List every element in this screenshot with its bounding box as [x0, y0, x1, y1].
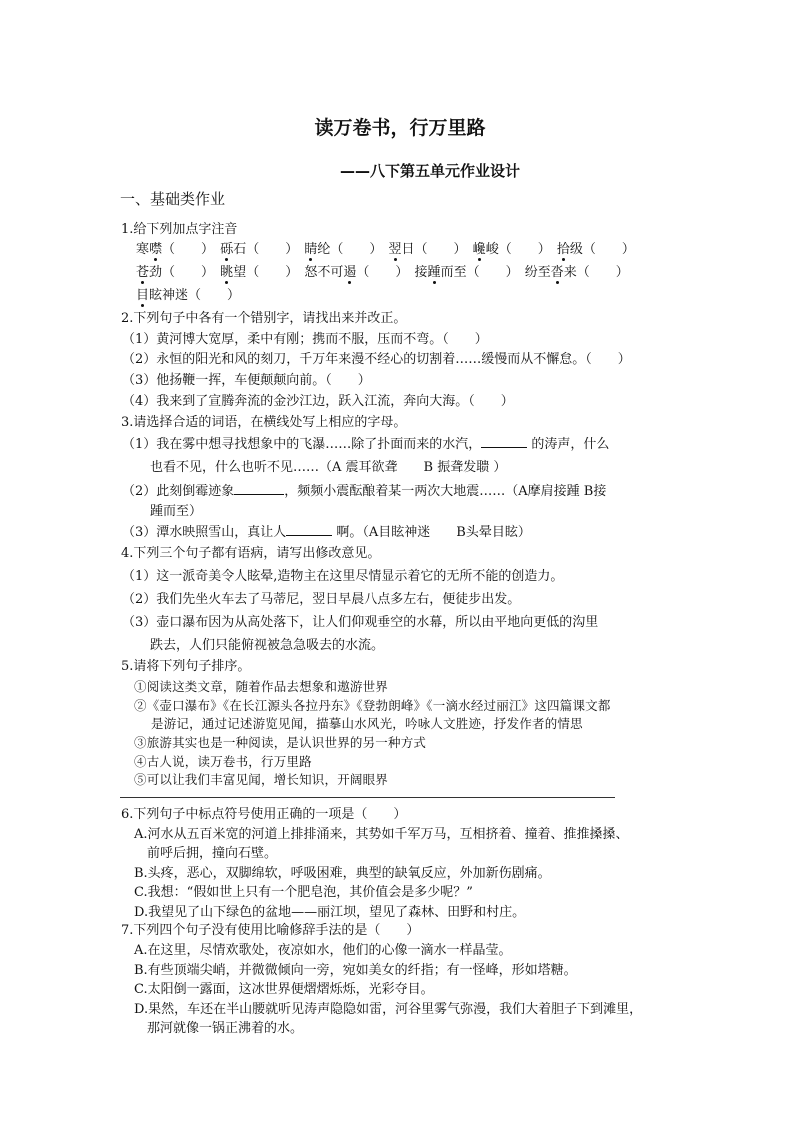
q6-option: D.我望见了山下绿色的盆地——丽江坝，望见了森林、田野和村庄。 — [134, 905, 526, 920]
q7-stem: 7.下列四个句子没有使用比喻修辞手法的是（ ） — [121, 923, 420, 938]
q4-stem: 4.下列三个句子都有语病，请写出修改意见。 — [121, 546, 381, 561]
q5-sentence: ①阅读这类文章，随着作品去想象和遨游世界 — [134, 679, 389, 694]
q5-stem: 5.请将下列句子排序。 — [121, 659, 251, 674]
q5-sentence: ④古人说，读万卷书，行万里路 — [134, 754, 312, 769]
q6-option: A.河水从五百米宽的河道上排排涌来，其势如千军万马，互相挤着、撞着、推推搡搡、 — [134, 827, 629, 842]
q2-stem: 2.下列句子中各有一个错别字，请找出来并改正。 — [121, 311, 407, 326]
q1-item: 拾级（ ） — [556, 242, 635, 257]
q5-sentence: ②《壶口瀑布》《在长江源头各拉丹东》《登勃朗峰》《一滴水经过丽江》这四篇课文都 — [134, 698, 611, 713]
q1-row-3 — [136, 287, 240, 305]
q6-stem: 6.下列句子中标点符号使用正确的一项是（ ） — [121, 807, 407, 822]
q1-item: 翌日（ ） — [388, 242, 467, 257]
q1-stem: 1.给下列加点字注音 — [121, 222, 238, 237]
q1-item: 眺望（ ） — [220, 265, 299, 280]
q2-line: （2）永恒的阳光和风的刻刀，千万年来漫不经心的切割着……缓慢而从不懈怠。（ ） — [122, 352, 631, 367]
q3-line-2-cont: 踵而至） — [150, 504, 203, 519]
q1-item: 苍劲（ ） — [136, 265, 215, 280]
q3-line-1: （1）我在雾中想寻找想象中的飞瀑……除了扑面而来的水汽， 的涛声，什么 — [122, 437, 610, 452]
q3-line-2: （2）此刻倒霉迹象 ，频频小震酝酿着某一两次大地震……（A摩肩接踵 B接 — [122, 484, 607, 499]
q4-line: （1）这一派奇美令人眩晕,造物主在这里尽情显示着它的无所不能的创造力。 — [122, 569, 564, 584]
q7-option: A.在这里，尽情欢歌处，夜凉如水，他们的心像一滴水一样晶莹。 — [134, 943, 512, 958]
q1-row-1 — [136, 241, 635, 259]
q1-item: 接踵而至（ ） — [414, 265, 519, 280]
q1-item: 砾石（ ） — [220, 242, 299, 257]
q3-line-1-cont: 也看不见，什么也听不见……（A 震耳欲聋 B 振聋发聩 ） — [150, 460, 507, 475]
q1-item: 目眩神迷（ ） — [136, 288, 241, 303]
q3-stem: 3.请选择合适的词语，在横线处写上相应的字母。 — [121, 415, 407, 430]
page-title: 读万卷书，行万里路 — [314, 117, 486, 139]
q4-line: （3）壶口瀑布因为从高处落下，让人们仰观垂空的水幕，所以由平地向更低的沟里 — [122, 615, 599, 630]
q3-line-3: （3）潭水映照雪山，真让人 啊。（A目眩神迷 B头晕目眩） — [122, 525, 531, 540]
q7-option: B.有些顶端尖峭，并微微倾向一旁，宛如美女的纤指；有一怪峰，形如塔糖。 — [134, 963, 577, 978]
q2-line: （1）黄河博大宽厚，柔中有刚；携而不服，压而不弯。（ ） — [122, 332, 488, 347]
answer-blank[interactable] — [286, 535, 332, 536]
page-subtitle: ——八下第五单元作业设计 — [340, 162, 521, 180]
q6-option-cont: 前呼后拥，撞向石壁。 — [147, 846, 278, 861]
q7-option: C.太阳倒一露面，这冰世界便熠熠烁烁，光彩夺目。 — [134, 982, 434, 997]
q7-option-cont: 那河就像一锅正沸着的水。 — [147, 1021, 304, 1036]
q5-sentence-cont: 是游记，通过记述游览见闻，描摹山水风光，吟咏人文胜迹，抒发作者的情思 — [151, 716, 583, 731]
q4-line: （2）我们先坐火车去了马蒂尼，翌日早晨八点多左右，便徒步出发。 — [122, 592, 521, 607]
answer-blank[interactable] — [234, 494, 284, 495]
answer-line[interactable] — [120, 797, 615, 798]
q2-line: （3）他扬鞭一挥，车便颠颠向前。（ ） — [122, 373, 371, 388]
answer-blank[interactable] — [481, 447, 527, 448]
q1-item: 寒噤（ ） — [136, 242, 215, 257]
section-heading: 一、基础类作业 — [120, 190, 226, 208]
q4-line: 跌去，人们只能俯视被急急吸去的水流。 — [150, 638, 385, 653]
q1-item: 睛纶（ ） — [304, 242, 383, 257]
q1-item: 巉峻（ ） — [472, 242, 551, 257]
q5-sentence: ③旅游其实也是一种阅读，是认识世界的另一种方式 — [134, 735, 427, 750]
q6-option: B.头疼，恶心，双脚绵软，呼吸困难，典型的缺氧反应，外加新伤剧痛。 — [134, 866, 551, 881]
q2-line: （4）我来到了宣腾奔流的金沙江边，跃入江流，奔向大海。（ ） — [122, 394, 514, 409]
q1-row-2 — [136, 264, 629, 282]
q6-option: C.我想：“假如世上只有一个肥皂泡，其价值会是多少呢？” — [134, 885, 473, 900]
q5-sentence: ⑤可以让我们丰富见闻，增长知识，开阔眼界 — [134, 772, 389, 787]
q1-item: 纷至沓来（ ） — [524, 265, 629, 280]
q7-option: D.果然，车还在半山腰就听见涛声隐隐如雷，河谷里雾气弥漫，我们大着胆子下到滩里， — [134, 1002, 643, 1017]
q1-item: 怒不可遏（ ） — [304, 265, 409, 280]
